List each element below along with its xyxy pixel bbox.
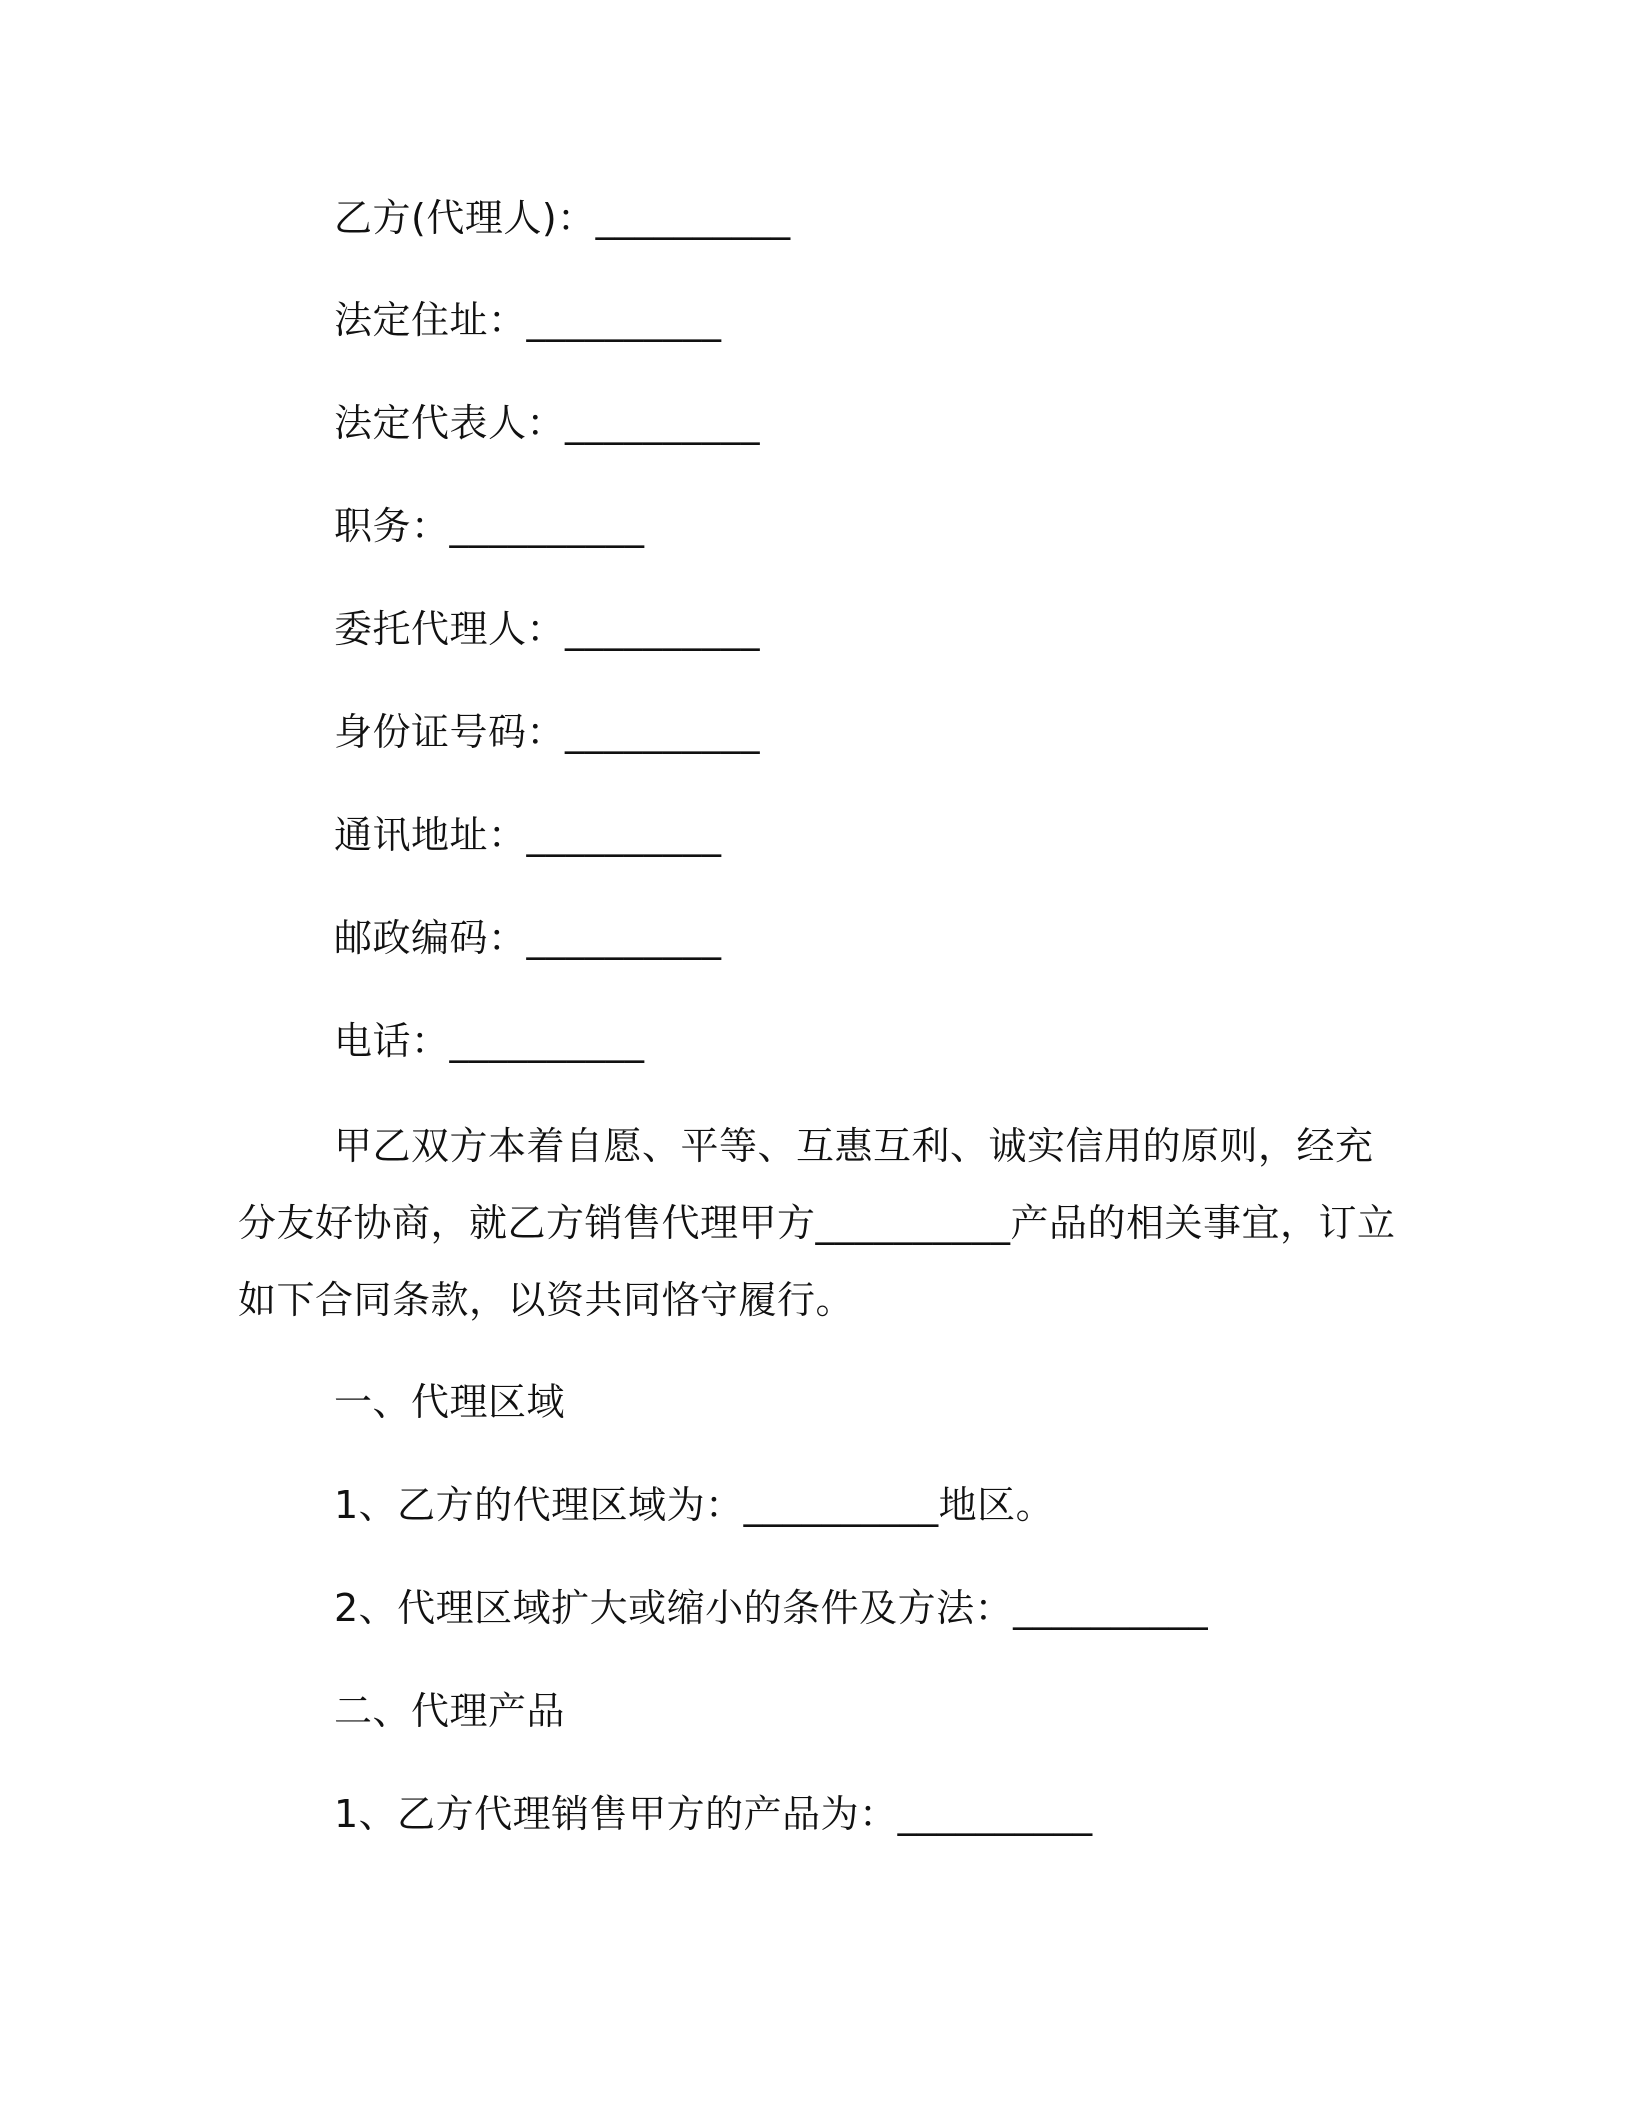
legal-representative-field: 法定代表人：__________ [334, 401, 761, 445]
section-1-item-2: 2、代理区域扩大或缩小的条件及方法：__________ [334, 1586, 1209, 1630]
position-field: 职务：__________ [334, 504, 645, 548]
entrusted-agent-field: 委托代理人：__________ [334, 607, 761, 651]
party-b-field: 乙方(代理人)：__________ [334, 196, 791, 240]
legal-address-field: 法定住址：__________ [334, 298, 722, 342]
mailing-address-field: 通讯地址：__________ [334, 813, 722, 857]
section-2-item-1: 1、乙方代理销售甲方的产品为：__________ [334, 1792, 1093, 1836]
intro-paragraph: 甲乙双方本着自愿、平等、互惠互利、诚实信用的原则，经充分友好协商，就乙方销售代理甲方__________产品的相关事宜，订立如下合同条款，以资共同恪守履行。 [238, 1124, 1396, 1322]
id-number-field: 身份证号码：__________ [334, 710, 761, 754]
postal-code-field: 邮政编码：__________ [334, 916, 722, 960]
section-1-heading: 一、代理区域 [334, 1380, 566, 1424]
phone-field: 电话：__________ [334, 1019, 645, 1063]
section-2-heading: 二、代理产品 [334, 1689, 566, 1733]
section-1-item-1: 1、乙方的代理区域为：__________地区。 [334, 1483, 1055, 1527]
